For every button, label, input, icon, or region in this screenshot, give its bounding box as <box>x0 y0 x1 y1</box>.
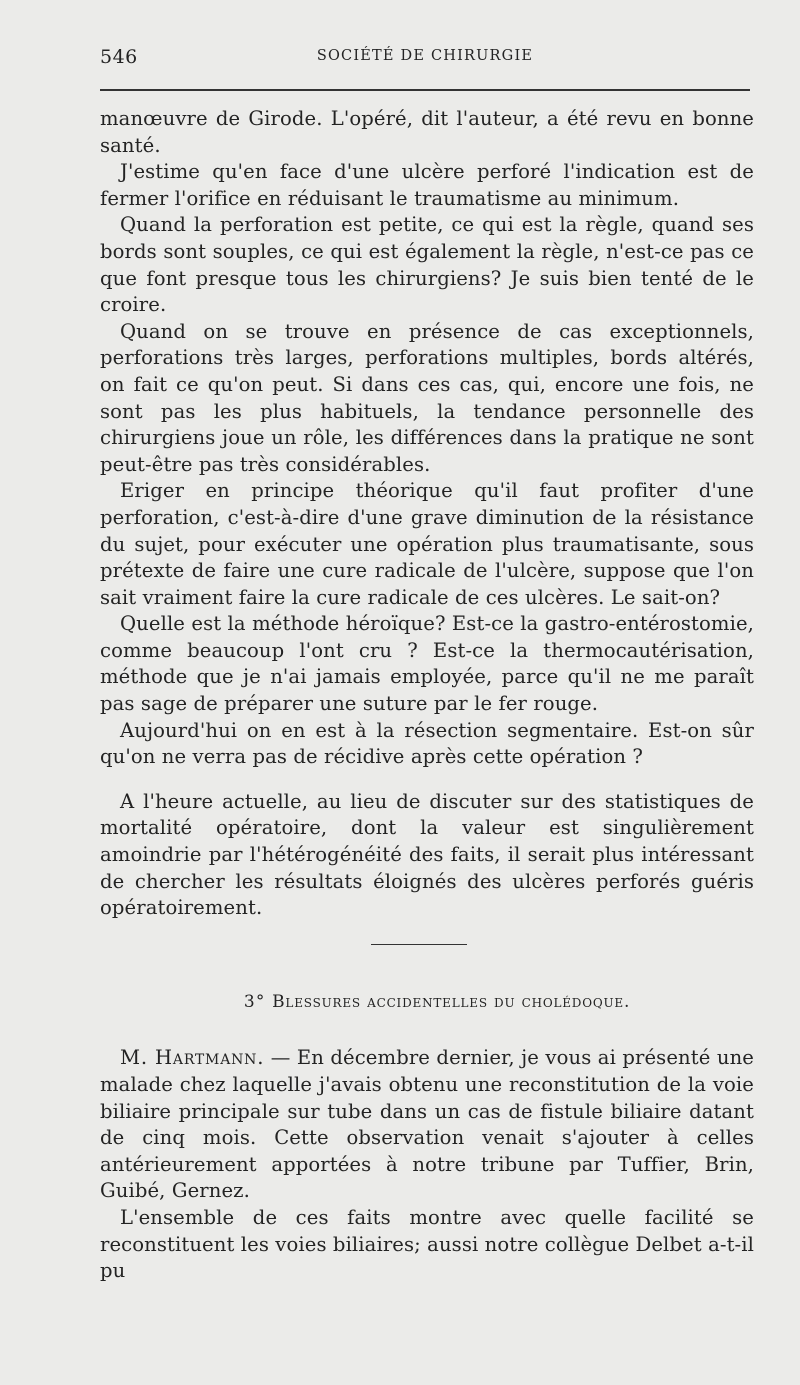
section-divider <box>371 944 467 945</box>
paragraph: manœuvre de Girode. L'opéré, dit l'auteur, a été revu en bonne santé. <box>100 107 754 157</box>
header-rule <box>100 89 750 91</box>
paragraph: J'estime qu'en face d'une ulcère perforé l'indication est de fermer l'orifice en réduisant le traumatisme au minimum. <box>100 160 754 210</box>
paragraph: Aujourd'hui on en est à la résection segmentaire. Est-on sûr qu'on ne verra pas de récidive après cette opération ? <box>100 718 754 769</box>
section-number: 3° <box>243 991 266 1012</box>
paragraph: Eriger en principe théorique qu'il faut profiter d'une perforation, c'est-à-dire d'une grave diminution de la résistance du sujet, pour exécuter une opération plus traumatisante, sous prétexte de faire une cure radicale de l'ulcère, suppose que l'on sait vraiment faire la cure radicale de ces ulcères. Le sait-on? <box>100 479 754 609</box>
spacer <box>100 771 754 789</box>
closing-paragraph: A l'heure actuelle, au lieu de discuter sur des statistiques de mortalité opératoire, dont la valeur est singulièrement amoindrie par l'hétérogénéité des faits, il serait plus intéressant de chercher les résultats éloignés des ulcères perforés guéris opératoirement. <box>100 789 754 920</box>
body-text <box>100 106 754 1285</box>
paragraph: Quand la perforation est petite, ce qui est la règle, quand ses bords sont souples, ce qui est également la règle, n'est-ce pas ce que font presque tous les chirurgiens? Je suis bien tenté de le croire. <box>100 213 754 317</box>
spacer <box>100 1015 754 1045</box>
speaker-name: M. Hartmann. <box>120 1046 265 1070</box>
running-head: SOCIÉTÉ DE CHIRURGIE <box>316 48 534 64</box>
page-header <box>100 46 750 72</box>
paragraph <box>100 1045 754 1205</box>
section-heading <box>100 989 754 1016</box>
spacer <box>100 945 754 989</box>
paragraph: Quand on se trouve en présence de cas exceptionnels, perforations très larges, perforations multiples, bords altérés, on fait ce qu'on peut. Si dans ces cas, qui, encore une fois, ne sont pas les plus habituels, la tendance personnelle des chirurgiens joue un rôle, les différences dans la pratique ne sont peut-être pas très considérables. <box>100 319 754 476</box>
paragraph-text: — En décembre dernier, je vous ai présenté une malade chez laquelle j'avais obtenu une reconstitution de la voie biliaire principale sur tube dans un cas de fistule biliaire datant de cinq mois. Cette observation venait s'ajouter à celles antérieurement apportées à notre tribune par Tuffier, Brin, Guibé, Gernez. <box>100 1046 755 1203</box>
page-number: 546 <box>100 46 138 68</box>
paragraph: L'ensemble de ces faits montre avec quelle facilité se reconstituent les voies biliaires; aussi notre collègue Delbet a-t-il pu <box>100 1205 754 1283</box>
section-title: Blessures accidentelles du cholédoque. <box>272 991 631 1012</box>
paragraph: Quelle est la méthode héroïque? Est-ce la gastro-entérostomie, comme beaucoup l'ont cru ? Est-ce la thermocautérisation, méthode que je n'ai jamais employée, parce qu'il ne me paraît pas sage de préparer une suture par le fer rouge. <box>100 612 754 716</box>
spacer <box>100 922 754 944</box>
